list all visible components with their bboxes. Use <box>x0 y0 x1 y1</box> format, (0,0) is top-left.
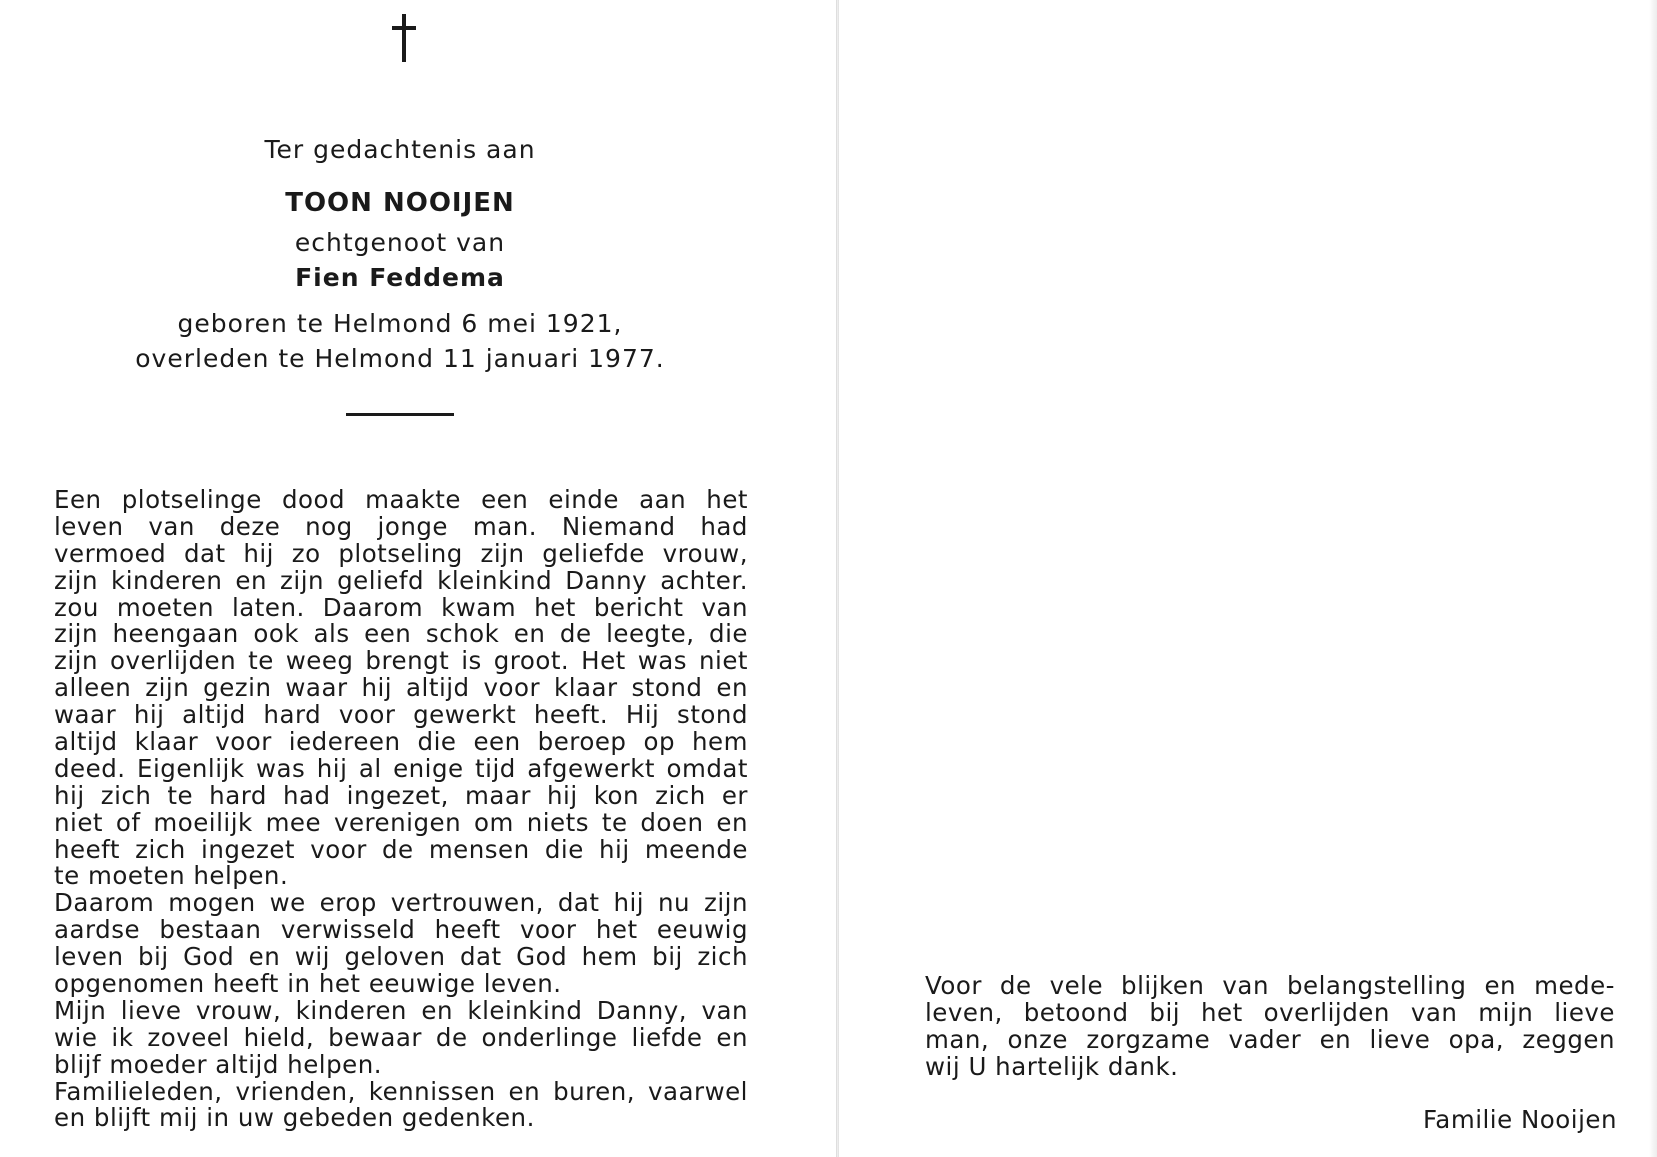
thanks-line: leven, betoond bij het overlijden van mijn lieve <box>925 998 1615 1027</box>
memorial-line: alleen zijn gezin waar hij altijd voor klaar stond en <box>54 673 748 703</box>
memorial-line: wie ik zoveel hield, bewaar de onderlinge liefde en <box>54 1022 748 1052</box>
deceased-name: TOON NOOIJEN <box>285 188 515 218</box>
memorial-line: Mijn lieve vrouw, kinderen en kleinkind Danny, van <box>54 995 748 1025</box>
memorial-line: zijn kinderen en zijn geliefd kleinkind Danny achter. <box>54 565 748 595</box>
birth-line: geboren te Helmond 6 mei 1921, <box>177 309 623 338</box>
memorial-line: blijf moeder altijd helpen. <box>54 1049 383 1079</box>
memorial-line: zijn heengaan ook als een schok en de leegte, die <box>54 619 748 649</box>
cross-icon <box>389 14 419 62</box>
thanks-line: wij U hartelijk dank. <box>925 1052 1179 1081</box>
memorial-line: Daarom mogen we erop vertrouwen, dat hij nu zijn <box>54 888 748 918</box>
memorial-line: aardse bestaan verwisseld heeft voor het eeuwig <box>54 915 748 945</box>
thanks-line: Voor de vele blijken van belangstelling en mede- <box>925 971 1615 1000</box>
memorial-line: zou moeten laten. Daarom kwam het bericht van <box>54 592 748 622</box>
memorial-line: deed. Eigenlijk was hij al enige tijd afgewerkt omdat <box>54 753 748 783</box>
family-signature: Familie Nooijen <box>1422 1105 1617 1134</box>
memorial-line: waar hij altijd hard voor gewerkt heeft. Hij stond <box>54 700 748 730</box>
thanks-text <box>925 972 1615 1080</box>
spouse-intro: echtgenoot van <box>294 228 506 257</box>
memorial-line: Een plotselinge dood maakte een einde aan het <box>54 485 748 514</box>
death-line: overleden te Helmond 11 januari 1977. <box>135 344 665 373</box>
memorial-text <box>54 487 748 1132</box>
memorial-line: hij zich te hard had ingezet, maar hij kon zich er <box>54 780 748 810</box>
memorial-line: opgenomen heeft in het eeuwige leven. <box>54 969 562 999</box>
divider <box>346 413 454 416</box>
thanks-line: man, onze zorgzame vader en lieve opa, zeggen <box>925 1025 1615 1054</box>
memorial-line: en blijft mij in uw gebeden gedenken. <box>54 1103 535 1133</box>
memorial-line: leven bij God en wij geloven dat God hem bij zich <box>54 942 748 972</box>
memorial-line: altijd klaar voor iedereen die een beroep op hem <box>54 727 748 757</box>
memorial-line: zijn overlijden te weeg brengt is groot. Het was niet <box>54 646 748 676</box>
memorial-line: leven van deze nog jonge man. Niemand had <box>54 511 748 541</box>
memorial-line: te moeten helpen. <box>54 861 289 891</box>
card-edge <box>1649 0 1657 1157</box>
intro-text: Ter gedachtenis aan <box>264 135 536 164</box>
spouse-name: Fien Feddema <box>295 263 505 292</box>
memorial-line: vermoed dat hij zo plotseling zijn geliefde vrouw, <box>54 538 748 568</box>
memorial-line: niet of moeilijk mee verenigen om niets te doen en <box>54 807 748 837</box>
memorial-line: heeft zich ingezet voor de mensen die hij meende <box>54 834 748 864</box>
memorial-line: Familieleden, vrienden, kennissen en buren, vaarwel <box>54 1076 748 1106</box>
